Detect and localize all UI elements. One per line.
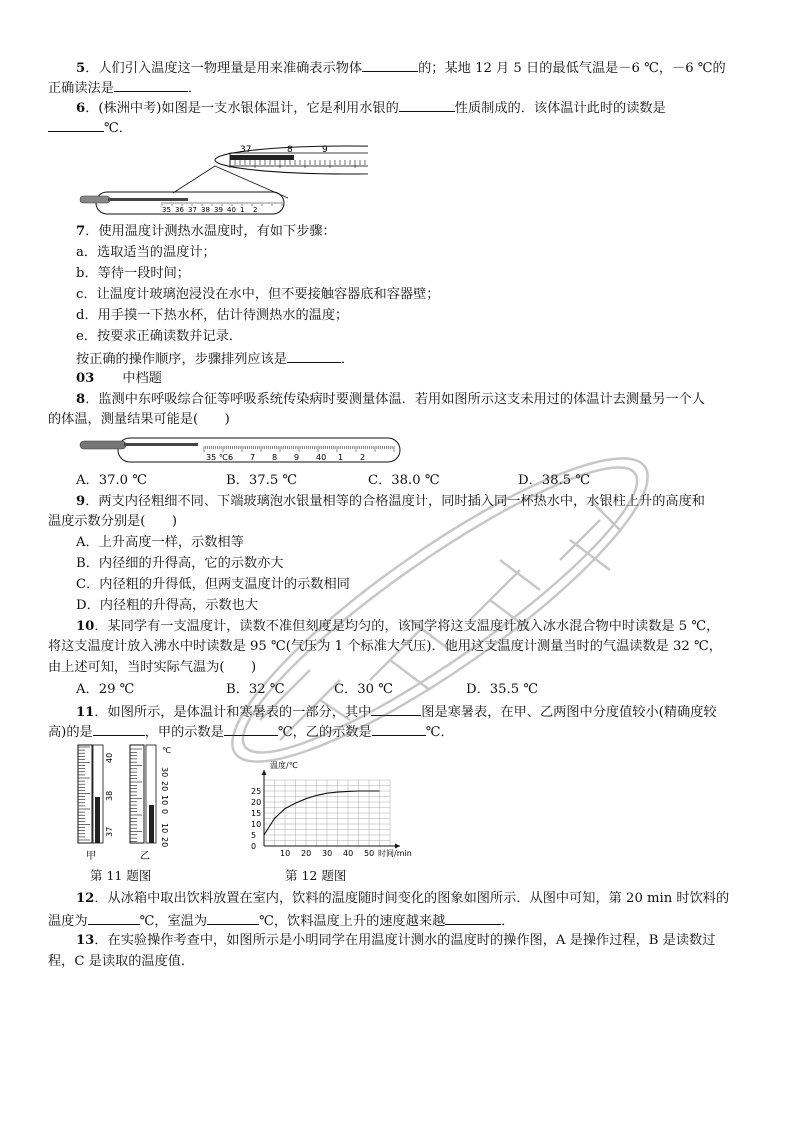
zoom-label-37: 37 xyxy=(240,145,252,155)
jia-name: 甲 xyxy=(86,851,96,862)
q12-text5: ． xyxy=(501,914,515,929)
q8-scale-label: 9 xyxy=(294,453,300,462)
q8-scale-label: 8 xyxy=(272,453,278,462)
q10-number: 10 xyxy=(76,619,95,634)
thermometer-bulb xyxy=(80,196,110,203)
q8-scale-label: 2 xyxy=(360,453,366,462)
q6-scale-label: 36 xyxy=(175,206,184,214)
q8-scale-label: 40 xyxy=(316,453,327,462)
q6-number: 6 xyxy=(76,101,86,116)
q11-text1: ．如图所示，是体温计和寒暑表的一部分，其中 xyxy=(94,705,372,720)
q10-option-b[interactable]: B．32 ℃ xyxy=(226,682,285,697)
q10-option-a[interactable]: A．29 ℃ xyxy=(76,682,135,697)
q8-option-d[interactable]: D．38.5 ℃ xyxy=(518,473,591,488)
q7-step-e: e．按要求正确读数并记录． xyxy=(76,329,243,344)
zoom-label-8: 8 xyxy=(287,145,293,155)
q6-text3: ℃． xyxy=(104,121,132,136)
jia-label-37: 37 xyxy=(105,826,114,837)
q6-scale-label: 1 xyxy=(240,206,245,214)
q13-line2: 程，C 是读取的温度值． xyxy=(48,954,195,969)
q9-line2: 温度示数分别是( ) xyxy=(48,514,177,529)
q6-text1: ．(株洲中考)如图是一支水银体温计，它是利用水银的 xyxy=(85,101,399,116)
q10-option-d[interactable]: D．35.5 ℃ xyxy=(466,682,539,697)
q10-line3: 由上述可知，当时实际气温为( ) xyxy=(48,660,257,675)
yi-name: 乙 xyxy=(140,851,150,862)
q5-line1 xyxy=(76,57,726,78)
q11-text3: 高)的是 xyxy=(48,725,93,740)
q11-blank1[interactable] xyxy=(371,701,421,716)
y-tick-label: 10 xyxy=(251,820,262,829)
x-axis-label: 时间/min xyxy=(378,849,412,858)
q5-text4: ． xyxy=(187,81,202,96)
section-title: 中档题 xyxy=(122,371,162,386)
q7-line1 xyxy=(76,222,336,241)
q11-blank3[interactable] xyxy=(224,721,278,736)
q6-scale-label: 40 xyxy=(227,206,236,214)
q7-step-a: a．选取适当的温度计； xyxy=(76,245,216,260)
q11-caption: 第 11 题图 xyxy=(90,868,152,883)
q8-scale-label: 1 xyxy=(338,453,344,462)
q11-line1 xyxy=(76,701,717,722)
y-tick-label: 0 xyxy=(251,842,257,851)
yi-label-neg20: 20 xyxy=(160,837,169,848)
q5-line2 xyxy=(48,77,201,98)
q8-option-a[interactable]: A．37.0 ℃ xyxy=(76,473,148,488)
q8-line2: 的体温，测量结果可能是( ) xyxy=(48,412,230,427)
q11-number: 11 xyxy=(76,705,95,720)
y-tick-label: 25 xyxy=(251,787,262,796)
section-code: 03 xyxy=(76,371,95,386)
q13-line1 xyxy=(76,931,715,950)
q9-number: 9 xyxy=(76,494,86,509)
q11-blank2[interactable] xyxy=(93,721,145,736)
x-tick-label: 10 xyxy=(280,849,291,858)
q8-option-c[interactable]: C．38.0 ℃ xyxy=(368,473,440,488)
q7-step-d: d．用手摸一下热水杯，估计待测热水的温度； xyxy=(76,308,349,323)
q7-step-b: b．等待一段时间； xyxy=(76,266,190,281)
q6-blank1[interactable] xyxy=(399,97,455,112)
q7-line-final xyxy=(76,348,354,369)
q12-blank1[interactable] xyxy=(88,910,140,925)
yi-unit: ℃ xyxy=(162,746,171,755)
q10-line2: 将这支温度计放入沸水中时读数是 95 ℃(气压为 1 个标准大气压)．他用这支温度计测量当时的气温读数是 32 ℃， xyxy=(48,639,722,654)
q6-line2 xyxy=(48,117,132,138)
q11-text5: ℃，乙的示数是 xyxy=(277,725,372,740)
q7-blank[interactable] xyxy=(287,348,341,363)
q8-option-b[interactable]: B．37.5 ℃ xyxy=(226,473,298,488)
q5-blank1[interactable] xyxy=(362,57,418,72)
q8-number: 8 xyxy=(76,392,86,407)
yi-label-0: 0 xyxy=(160,809,169,815)
y-tick-label: 15 xyxy=(251,809,262,818)
zoom-label-9: 9 xyxy=(322,145,328,155)
q13-text1: ．在实验操作考查中，如图所示是小明同学在用温度计测水的温度时的操作图，A 是操作过程，B 是读数过 xyxy=(94,933,716,948)
q12-caption: 第 12 题图 xyxy=(285,868,347,883)
q6-blank2[interactable] xyxy=(48,117,104,132)
q9-option-c[interactable]: C．内径粗的升得低，但两支温度计的示数相同 xyxy=(76,577,350,592)
yi-label-neg10: 10 xyxy=(160,823,169,834)
q8-thermometer-figure xyxy=(78,432,408,466)
q12-chart xyxy=(244,758,414,866)
q9-option-a[interactable]: A．上升高度一样，示数相等 xyxy=(76,535,244,550)
q9-text1: ．两支内径粗细不同、下端玻璃泡水银量相等的合格温度计，同时插入同一杯热水中，水银柱上升的高度和 xyxy=(85,494,705,509)
jia-label-38: 38 xyxy=(105,790,114,801)
zoom-mercury-column xyxy=(230,155,294,160)
q9-option-d[interactable]: D．内径粗的升得高，示数也大 xyxy=(76,598,259,613)
q6-scale-label: 37 xyxy=(188,206,197,214)
q12-blank3[interactable] xyxy=(445,910,501,925)
section-header xyxy=(76,369,162,388)
q6-line1 xyxy=(76,97,666,118)
q11-text4: ，甲的示数是 xyxy=(144,725,224,740)
q12-text3: ℃，室温为 xyxy=(139,914,208,929)
q5-number: 5 xyxy=(76,61,86,76)
q6-text2: 性质制成的．该体温计此时的读数是 xyxy=(454,101,666,116)
q10-option-c[interactable]: C．30 ℃ xyxy=(334,682,394,697)
jia-mercury-column xyxy=(95,797,100,843)
q11-text6: ℃． xyxy=(425,725,454,740)
yi-mercury-column xyxy=(149,805,154,843)
x-tick-label: 20 xyxy=(301,849,312,858)
q5-text1: ．人们引入温度这一物理量是用来准确表示物体 xyxy=(85,61,363,76)
q11-figure xyxy=(76,743,186,865)
q5-blank2[interactable] xyxy=(114,77,188,92)
q12-blank2[interactable] xyxy=(207,910,259,925)
q6-thermometer-figure xyxy=(78,138,368,218)
q10-line1 xyxy=(76,617,719,636)
y-tick-label: 20 xyxy=(251,798,262,807)
yi-label-30: 30 xyxy=(160,767,169,778)
q5-text3: 正确读法是 xyxy=(48,81,114,96)
q7-number: 7 xyxy=(76,224,86,239)
x-tick-label: 30 xyxy=(322,849,333,858)
q6-scale-label: 2 xyxy=(253,206,258,214)
q12-line2 xyxy=(48,910,514,931)
x-tick-label: 40 xyxy=(343,849,354,858)
q9-line1 xyxy=(76,492,705,511)
q11-line2 xyxy=(48,721,454,742)
jia-label-40: 40 xyxy=(105,752,114,763)
q8-scale-label: 7 xyxy=(250,453,256,462)
q8-thermometer-bulb xyxy=(80,441,126,449)
yi-label-10: 10 xyxy=(160,795,169,806)
q8-text1: ．监测中东呼吸综合征等呼吸系统传染病时要测量体温．若用如图所示这支未用过的体温计去测量另一个人 xyxy=(85,392,705,407)
q13-number: 13 xyxy=(76,933,95,948)
yi-label-20: 20 xyxy=(160,781,169,792)
q7-step-c: c．让温度计玻璃泡浸没在水中，但不要接触容器底和容器壁； xyxy=(76,287,440,302)
q7-text1: ．使用温度计测热水温度时，有如下步骤： xyxy=(85,224,336,239)
q6-scale-label: 39 xyxy=(214,206,223,214)
q5-text2: 的；某地 12 月 5 日的最低气温是－6 ℃，－6 ℃的 xyxy=(418,61,726,76)
x-tick-label: 50 xyxy=(364,849,375,858)
q6-scale-label: 38 xyxy=(201,206,210,214)
y-axis-label: 温度/℃ xyxy=(270,761,298,770)
y-tick-label: 5 xyxy=(251,831,257,840)
q11-blank4[interactable] xyxy=(372,721,426,736)
q12-text2: 温度为 xyxy=(48,914,88,929)
q9-option-b[interactable]: B．内径细的升得高，它的示数亦大 xyxy=(76,556,284,571)
q7-text2: 按正确的操作顺序，步骤排列应该是 xyxy=(76,352,287,367)
q10-text1: ．某同学有一支温度计，读数不准但刻度是均匀的，该同学将这支温度计放入冰水混合物中时读数是 5 ℃， xyxy=(94,619,720,634)
q12-text4: ℃，饮料温度上升的速度越来越 xyxy=(259,914,446,929)
q11-text2: 图是寒暑表，在甲、乙两图中分度值较小(精确度较 xyxy=(421,705,717,720)
q12-number: 12 xyxy=(76,891,95,906)
q8-scale-label: 6 xyxy=(228,453,234,462)
q7-text3: ． xyxy=(341,352,355,367)
q8-line1 xyxy=(76,390,705,409)
q6-scale-label: 35 xyxy=(162,206,171,214)
q12-line1 xyxy=(76,889,729,908)
q8-scale-label: 35 ℃ xyxy=(206,453,228,462)
q12-text1: ．从冰箱中取出饮料放置在室内，饮料的温度随时间变化的图象如图所示．从图中可知，第 20 min 时饮料的 xyxy=(94,891,730,906)
